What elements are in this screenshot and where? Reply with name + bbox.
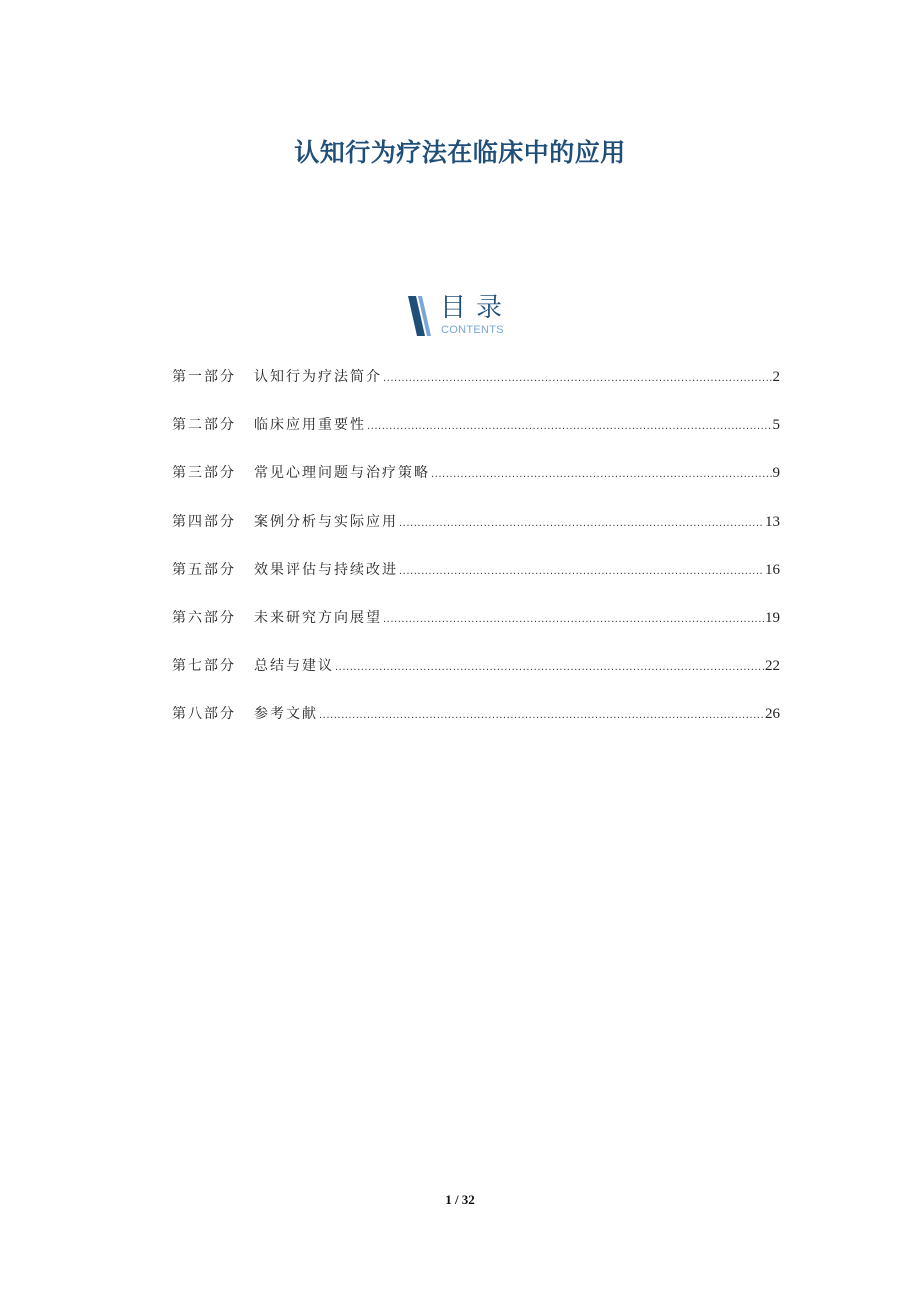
page-number: 1 / 32 [445,1192,475,1207]
slanted-bars-logo-icon [405,294,435,340]
toc-entry[interactable] [172,559,780,607]
toc-dot-leader [383,609,764,631]
toc-dot-leader [335,657,764,679]
toc-entry[interactable] [172,414,780,462]
toc-dot-leader [431,464,772,486]
toc-entry-page: 19 [765,609,780,626]
toc-entry-part: 第五部分 [172,561,236,578]
toc-entry-page: 26 [765,706,780,723]
toc-dot-leader [399,561,764,583]
toc-entry-part: 第八部分 [172,706,236,723]
toc-entry-part: 第七部分 [172,658,236,675]
toc-entry-title: 参考文献 [254,706,318,723]
toc-entry-part: 第二部分 [172,417,236,434]
toc-entry[interactable] [172,462,780,510]
toc-header [405,294,535,340]
toc-entry[interactable] [172,366,780,414]
toc-dot-leader [319,705,764,727]
toc-heading: 目录 [440,293,513,323]
toc-entry-title: 临床应用重要性 [254,417,366,434]
toc-entry-title: 常见心理问题与治疗策略 [254,465,430,482]
toc-entry-title: 效果评估与持续改进 [254,561,398,578]
toc-entry-title: 未来研究方向展望 [254,609,382,626]
toc-entry-part: 第四部分 [172,513,236,530]
toc-entry-part: 第六部分 [172,609,236,626]
toc-dot-leader [383,368,772,390]
toc-entry-page: 5 [772,417,780,434]
toc-entry-title: 总结与建议 [254,658,334,675]
toc-entry-page: 16 [765,561,780,578]
toc-entry-page: 13 [765,513,780,530]
toc-subheading: CONTENTS [441,324,504,336]
toc-entry-page: 22 [765,658,780,675]
toc-entry-part: 第三部分 [172,465,236,482]
table-of-contents [172,366,780,752]
toc-dot-leader [367,416,772,438]
toc-entry-part: 第一部分 [172,369,236,385]
toc-entry[interactable] [172,703,780,751]
toc-entry[interactable] [172,607,780,655]
toc-dot-leader [399,513,764,535]
toc-entry-page: 9 [772,465,780,482]
toc-entry[interactable] [172,655,780,703]
toc-entry-page: 2 [772,369,780,385]
toc-entry[interactable] [172,511,780,559]
toc-entry-title: 认知行为疗法简介 [254,369,382,385]
document-title: 认知行为疗法在临床中的应用 [294,137,626,167]
toc-entry-title: 案例分析与实际应用 [254,513,398,530]
